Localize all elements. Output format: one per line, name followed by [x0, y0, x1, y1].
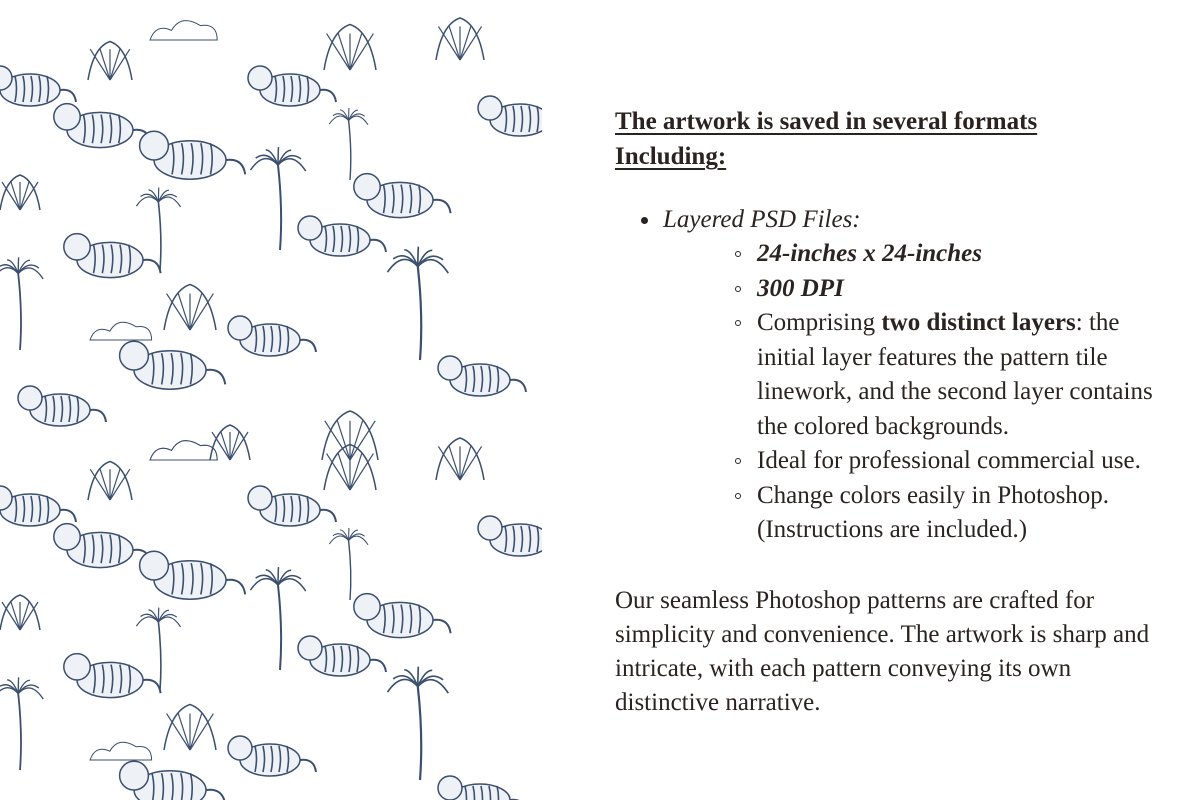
tiger-icon	[140, 551, 246, 599]
palm-icon	[158, 202, 161, 270]
tiger-icon	[248, 66, 336, 106]
palm-icon	[278, 165, 281, 250]
cloud-icon	[90, 322, 152, 340]
cloud-icon	[150, 441, 217, 460]
formats-list	[615, 202, 1175, 548]
formats-heading-line2: Including:	[615, 143, 727, 170]
layers-prefix: Comprising	[757, 309, 882, 336]
tiger-icon	[54, 104, 151, 148]
psd-label: Layered PSD Files:	[663, 206, 861, 233]
palm-icon	[278, 585, 281, 670]
tiger-jungle-toile-pattern	[0, 0, 542, 800]
psd-details-list	[663, 237, 1175, 548]
tiger-icon	[248, 486, 336, 526]
tiger-icon	[64, 654, 161, 698]
tiger-icon	[228, 736, 316, 776]
layers-suffix: : the initial layer features the pattern tile linework, and the second layer contains the colored backgrounds.	[757, 309, 1153, 440]
tiger-icon	[228, 316, 316, 356]
tiger-icon	[18, 386, 106, 426]
layers-bold: two distinct layers	[881, 309, 1076, 336]
list-item-layers	[663, 306, 1175, 444]
description-paragraph: Our seamless Photoshop patterns are crafted for simplicity and convenience. The artwork is sharp and intricate, with each pattern conveying its own distinctive narrative.	[615, 586, 1150, 716]
tiger-icon	[120, 761, 226, 800]
tiger-icon	[478, 516, 542, 556]
formats-heading	[615, 104, 1175, 174]
palm-icon	[158, 622, 161, 690]
cloud-icon	[90, 742, 152, 760]
list-item-size: 24-inches x 24-inches	[663, 237, 1175, 272]
tiger-icon	[54, 524, 151, 568]
tiger-icon	[354, 174, 451, 218]
palm-icon	[18, 694, 21, 771]
list-item-colors: Change colors easily in Photoshop. (Instructions are included.)	[663, 479, 1175, 548]
palm-icon	[418, 687, 421, 781]
pattern-preview-image	[0, 0, 542, 800]
palm-icon	[349, 541, 351, 601]
cloud-icon	[150, 441, 217, 460]
tiger-icon	[64, 234, 161, 278]
palm-icon	[18, 274, 21, 351]
tiger-icon	[298, 636, 386, 676]
tiger-icon	[354, 594, 451, 638]
tiger-icon	[438, 776, 526, 800]
palm-icon	[349, 121, 351, 181]
palm-icon	[418, 267, 421, 361]
tiger-icon	[140, 131, 246, 179]
list-item-psd	[615, 202, 1175, 548]
list-item-dpi: 300 DPI	[663, 272, 1175, 307]
cloud-icon	[150, 21, 217, 40]
tiger-icon	[298, 216, 386, 256]
tiger-icon	[478, 96, 542, 136]
tiger-icon	[0, 66, 76, 106]
tiger-icon	[438, 356, 526, 396]
formats-heading-line1: The artwork is saved in several formats	[615, 108, 1038, 135]
tiger-icon	[120, 341, 226, 389]
list-item-commercial: Ideal for professional commercial use.	[663, 444, 1175, 479]
product-description-panel	[615, 104, 1175, 720]
tiger-icon	[0, 486, 76, 526]
